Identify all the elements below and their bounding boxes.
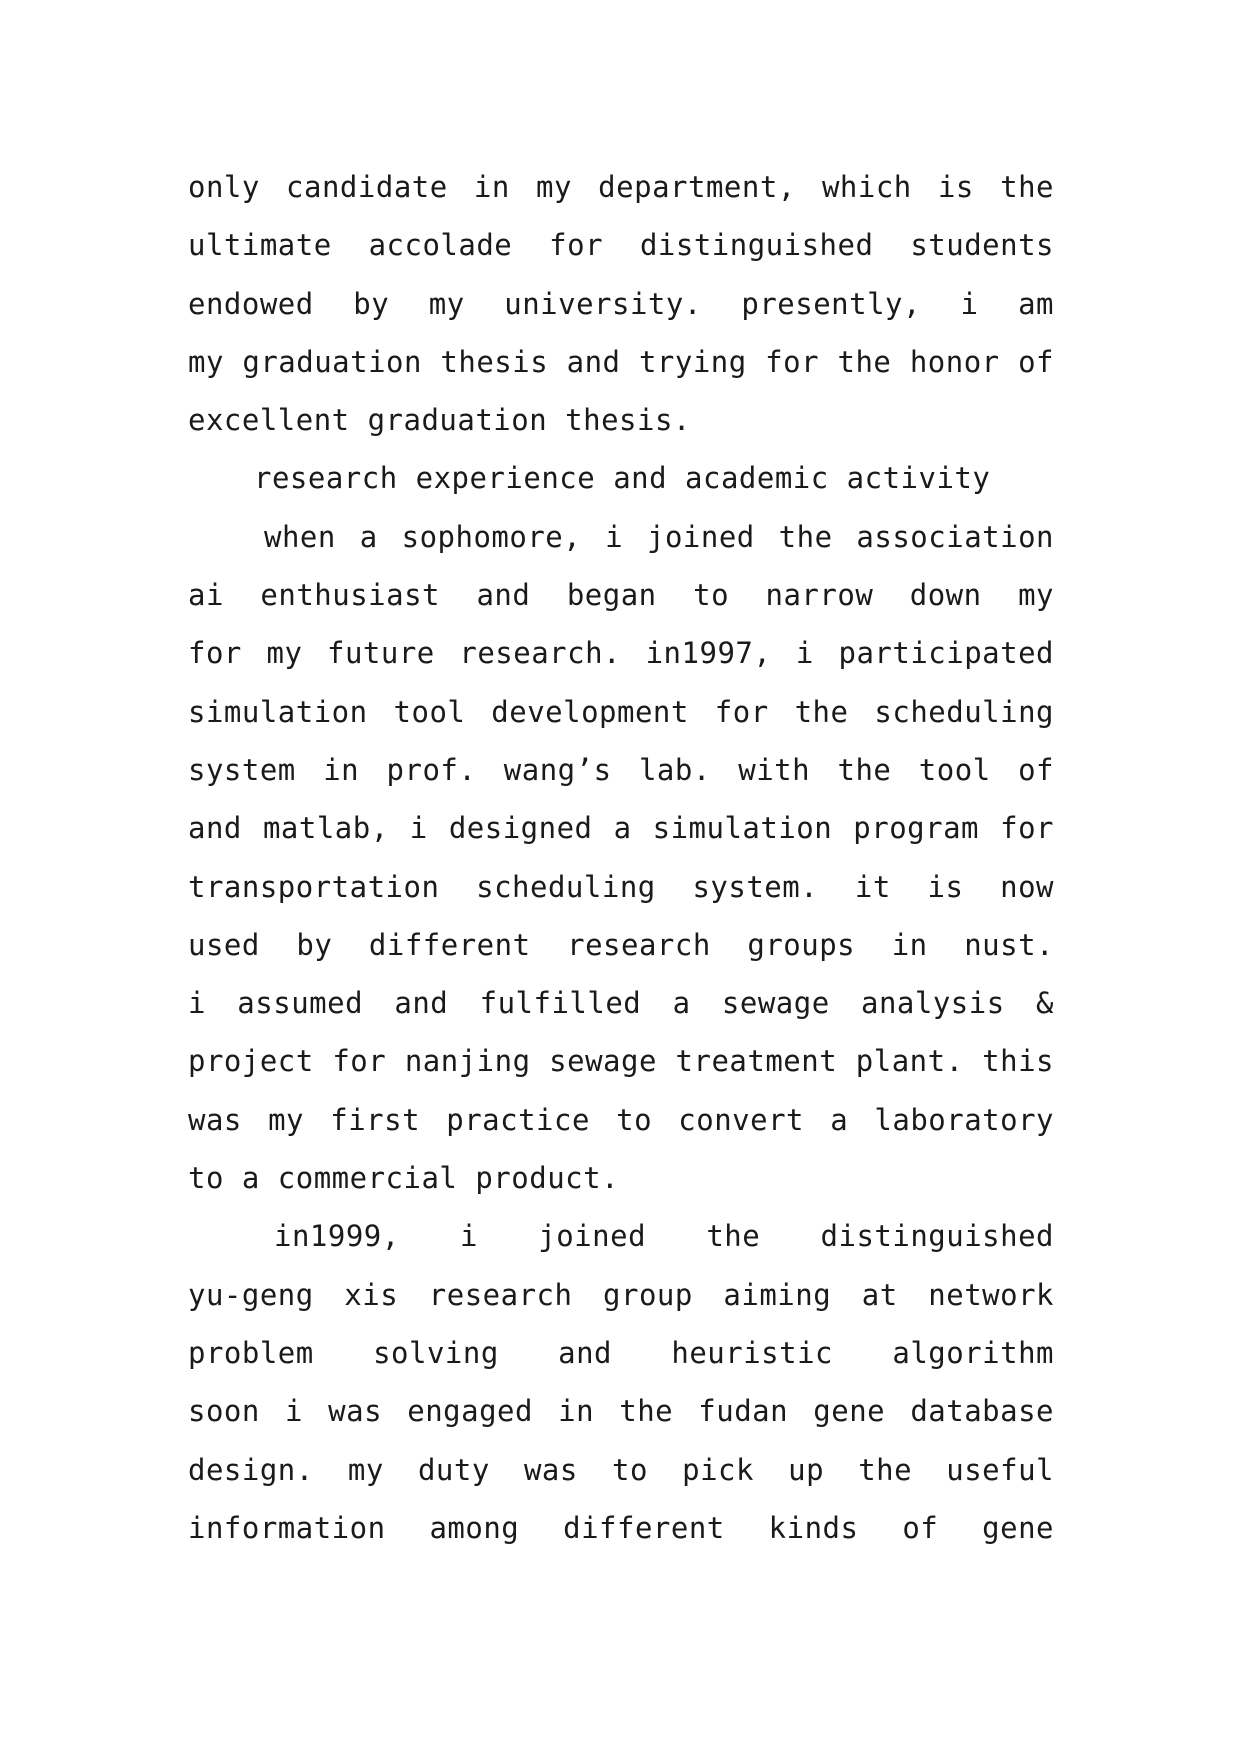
text-line: for my future research. in1997, i participated xyxy=(188,636,1054,671)
text-line: my graduation thesis and trying for the honor of xyxy=(188,344,1054,379)
body-text xyxy=(188,158,1054,1557)
text-line: soon i was engaged in the fudan gene database xyxy=(188,1394,1054,1429)
paragraph-research xyxy=(188,508,1054,1208)
paragraph-fudan xyxy=(188,1207,1054,1557)
text-line: yu-geng xis research group aiming at network xyxy=(188,1277,1054,1312)
text-line: when a sophomore, i joined the association xyxy=(264,519,1054,554)
text-line: simulation tool development for the scheduling xyxy=(188,694,1054,729)
text-line: used by different research groups in nust. xyxy=(188,927,1054,962)
text-line: excellent graduation thesis. xyxy=(188,403,691,438)
text-line: was my first practice to convert a laboratory xyxy=(188,1102,1054,1137)
text-line: to a commercial product. xyxy=(188,1161,620,1196)
paragraph-award xyxy=(188,158,1054,449)
text-line: only candidate in my department, which is the xyxy=(188,170,1054,204)
text-line: problem solving and heuristic algorithm xyxy=(188,1335,1054,1370)
text-line: system in prof. wang’s lab. with the tool of xyxy=(188,752,1054,787)
text-line: project for nanjing sewage treatment plant. this xyxy=(188,1044,1054,1079)
heading-text: research experience and academic activity xyxy=(254,461,991,496)
text-line: transportation scheduling system. it is now xyxy=(188,869,1054,904)
text-line: in1999, i joined the distinguished xyxy=(274,1219,1054,1254)
text-line: design. my duty was to pick up the useful xyxy=(188,1452,1054,1487)
section-heading xyxy=(188,449,1054,507)
text-line: and matlab, i designed a simulation program for xyxy=(188,811,1054,846)
text-line: endowed by my university. presently, i am xyxy=(188,286,1054,321)
text-line: information among different kinds of gene xyxy=(188,1510,1054,1545)
text-line: i assumed and fulfilled a sewage analysis & xyxy=(188,986,1054,1021)
text-line: ultimate accolade for distinguished students xyxy=(188,228,1054,263)
text-line: ai enthusiast and began to narrow down my xyxy=(188,578,1054,613)
